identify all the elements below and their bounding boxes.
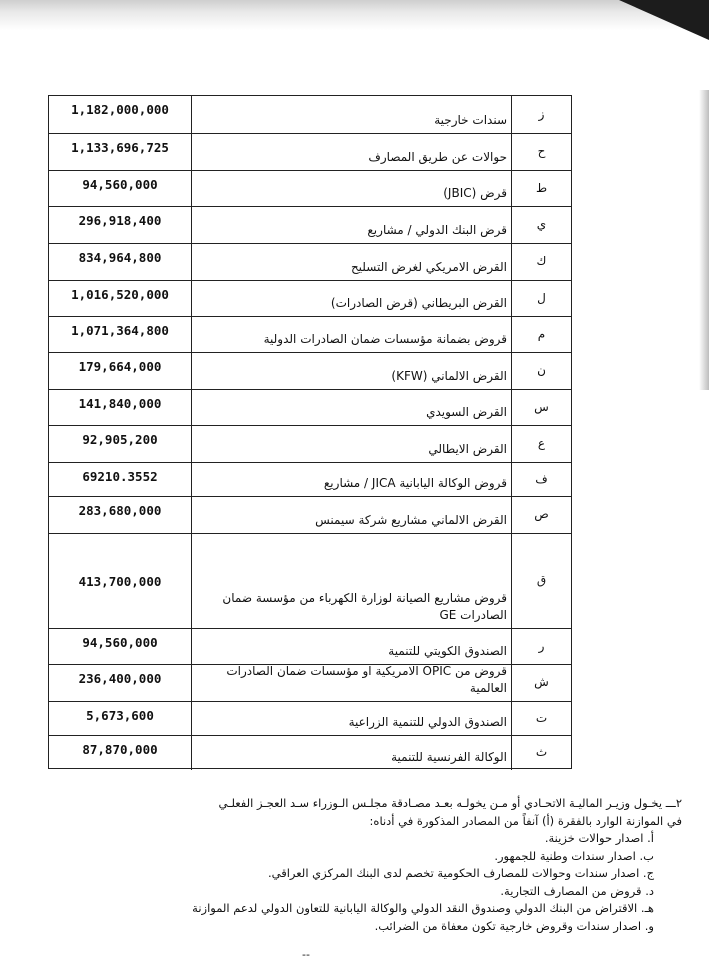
table-row xyxy=(49,426,571,463)
table-row xyxy=(49,736,571,770)
description-cell: الوكالة الفرنسية للتنمية xyxy=(391,750,507,764)
description-cell: القرض البريطاني (قرض الصادرات) xyxy=(330,296,507,310)
letter-cell: ش xyxy=(511,665,571,701)
letter-cell: ي xyxy=(511,207,571,243)
clause-item: د. قروض من المصارف التجارية. xyxy=(500,883,654,898)
table-row xyxy=(49,390,571,426)
amount-cell: 834,964,800 xyxy=(49,244,192,280)
page-number-mark: -- xyxy=(302,948,310,961)
letter-cell: ن xyxy=(511,353,571,389)
clause-item: و. اصدار سندات وقروض خارجية تكون معفاة من الضرائب. xyxy=(374,918,654,933)
letter-cell: ل xyxy=(511,281,571,316)
table-row xyxy=(49,353,571,390)
letter-cell: ر xyxy=(511,629,571,664)
amount-cell: 1,016,520,000 xyxy=(49,281,192,316)
amount-cell: 141,840,000 xyxy=(49,390,192,425)
amount-cell: 92,905,200 xyxy=(49,426,192,462)
letter-cell: س xyxy=(511,390,571,425)
amount-cell: 1,182,000,000 xyxy=(49,96,192,133)
description-cell: القرض السويدي xyxy=(426,405,507,419)
funding-sources-table xyxy=(48,95,572,769)
amount-cell: 94,560,000 xyxy=(49,629,192,664)
letter-cell: ق xyxy=(511,534,571,628)
letter-cell: ك xyxy=(511,244,571,280)
scan-edge-top xyxy=(0,0,709,30)
amount-cell: 296,918,400 xyxy=(49,207,192,243)
amount-cell: 1,133,696,725 xyxy=(49,134,192,170)
letter-cell: م xyxy=(511,317,571,352)
description-cell: القرض الامريكي لغرض التسليح xyxy=(350,260,507,274)
amount-cell: 5,673,600 xyxy=(49,702,192,735)
amount-cell: 94,560,000 xyxy=(49,171,192,206)
letter-cell: ف xyxy=(511,463,571,496)
description-cell: قروض بضمانة مؤسسات ضمان الصادرات الدولية xyxy=(263,332,507,346)
amount-cell: 1,071,364,800 xyxy=(49,317,192,352)
table-row xyxy=(49,317,571,353)
table-row xyxy=(49,497,571,534)
letter-cell: ط xyxy=(511,171,571,206)
table-row xyxy=(49,96,571,134)
table-row xyxy=(49,534,571,629)
letter-cell: ت xyxy=(511,702,571,735)
table-row xyxy=(49,463,571,497)
description-cell: قروض الوكالة اليابانية JICA / مشاريع xyxy=(323,476,507,490)
letter-cell: ز xyxy=(511,96,571,133)
amount-cell: 87,870,000 xyxy=(49,736,192,770)
clause-item: ب. اصدار سندات وطنية للجمهور. xyxy=(494,848,654,863)
description-cell: القرض الالماني مشاريع شركة سيمنس xyxy=(315,513,507,527)
clause-item: هـ. الاقتراض من البنك الدولي وصندوق النقد الدولي والوكالة اليابانية للتعاون الدولي لدعم الموازنة xyxy=(192,901,654,915)
table-row xyxy=(49,665,571,702)
description-cell: الصندوق الكويتي للتنمية xyxy=(388,644,507,658)
letter-cell: ع xyxy=(511,426,571,462)
table-row xyxy=(49,244,571,281)
description-cell: قرض البنك الدولي / مشاريع xyxy=(367,223,507,237)
amount-cell: 69210.3552 xyxy=(49,463,192,496)
description-cell: القرض الالماني (KFW) xyxy=(391,369,507,383)
amount-cell: 236,400,000 xyxy=(49,665,192,701)
table-row xyxy=(49,134,571,171)
amount-cell: 179,664,000 xyxy=(49,353,192,389)
description-cell: سندات خارجية xyxy=(434,113,507,127)
scan-edge-right xyxy=(699,90,709,390)
table-row xyxy=(49,171,571,207)
description-cell: حوالات عن طريق المصارف xyxy=(368,150,507,164)
description-cell: قرض (JBIC) xyxy=(443,186,507,200)
scan-corner-shadow xyxy=(619,0,709,40)
amount-cell: 283,680,000 xyxy=(49,497,192,533)
table-row xyxy=(49,629,571,665)
clause-line: في الموازنة الوارد بالفقرة (أ) آنفاً من المصادر المذكورة في أدناه: xyxy=(369,813,682,828)
table-row xyxy=(49,207,571,244)
amount-cell: 413,700,000 xyxy=(49,534,192,628)
description-cell: القرض الايطالي xyxy=(428,442,507,456)
authorization-clause xyxy=(30,795,682,935)
clause-line: ٢ـــ يخـول وزيـر الماليـة الاتحـادي أو مـن يخولـه بعـد مصـادقة مجلـس الـوزراء سـد العجـز الفعلـي xyxy=(218,796,682,810)
table-row xyxy=(49,702,571,736)
description-cell: قروض مشاريع الصيانة لوزارة الكهرباء من مؤسسة ضمان الصادرات GE xyxy=(222,591,507,622)
clause-item: ج. اصدار سندات وحوالات للمصارف الحكومية تخصم لدى البنك المركزي العراقي. xyxy=(267,866,654,880)
clause-item: أ. اصدار حوالات خزينة. xyxy=(544,831,654,845)
letter-cell: ص xyxy=(511,497,571,533)
description-cell: الصندوق الدولي للتنمية الزراعية xyxy=(348,715,507,729)
letter-cell: ث xyxy=(511,736,571,770)
table-row xyxy=(49,281,571,317)
letter-cell: ح xyxy=(511,134,571,170)
description-cell: قروض من OPIC الامريكية او مؤسسات ضمان الصادرات العالمية xyxy=(226,664,507,695)
